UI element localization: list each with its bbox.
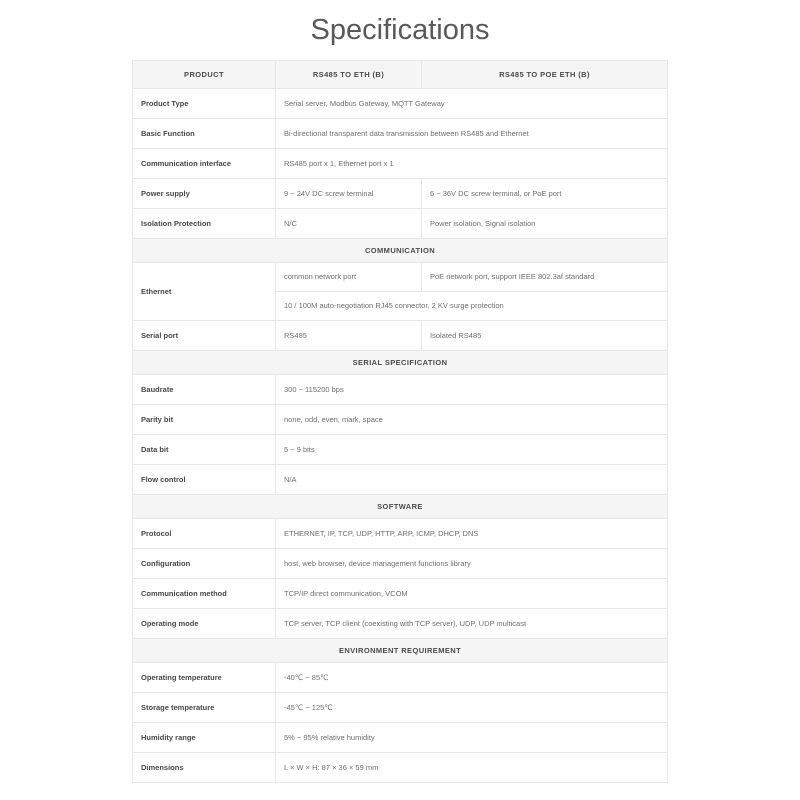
isolation-protection-value-eth: N/C bbox=[276, 209, 422, 239]
serial-port-value-poe: Isolated RS485 bbox=[422, 321, 668, 351]
communication-method-label: Communication method bbox=[133, 579, 276, 609]
protocol-value: ETHERNET, IP, TCP, UDP, HTTP, ARP, ICMP, DHCP, DNS bbox=[276, 519, 668, 549]
power-supply-value-eth: 9 ~ 24V DC screw terminal bbox=[276, 179, 422, 209]
column-header-product: PRODUCT bbox=[133, 61, 276, 89]
communication-interface-value: RS485 port x 1, Ethernet port x 1 bbox=[276, 149, 668, 179]
table-row-storage-temperature bbox=[133, 693, 668, 723]
serial-specification-section-title: SERIAL SPECIFICATION bbox=[133, 351, 668, 375]
operating-temperature-label: Operating temperature bbox=[133, 663, 276, 693]
table-row-flow-control bbox=[133, 465, 668, 495]
table-row-baudrate bbox=[133, 375, 668, 405]
environment-requirement-section-title: ENVIRONMENT REQUIREMENT bbox=[133, 639, 668, 663]
serial-port-value-eth: RS485 bbox=[276, 321, 422, 351]
storage-temperature-value: -45℃ ~ 125℃ bbox=[276, 693, 668, 723]
parity-bit-value: none, odd, even, mark, space bbox=[276, 405, 668, 435]
ethernet-value-shared: 10 / 100M auto-negotiation RJ45 connector, 2 KV surge protection bbox=[276, 292, 668, 321]
dimensions-label: Dimensions bbox=[133, 753, 276, 783]
section-header-software bbox=[133, 495, 668, 519]
communication-interface-label: Communication interface bbox=[133, 149, 276, 179]
table-row-dimensions bbox=[133, 753, 668, 783]
section-header-serial-specification bbox=[133, 351, 668, 375]
configuration-label: Configuration bbox=[133, 549, 276, 579]
table-row-power-supply bbox=[133, 179, 668, 209]
column-header-rs485-to-poe-eth: RS485 TO POE ETH (B) bbox=[422, 61, 668, 89]
table-row-communication-method bbox=[133, 579, 668, 609]
data-bit-value: 5 ~ 9 bits bbox=[276, 435, 668, 465]
humidity-range-label: Humidity range bbox=[133, 723, 276, 753]
dimensions-value: L × W × H: 87 × 36 × 59 mm bbox=[276, 753, 668, 783]
table-row-isolation-protection bbox=[133, 209, 668, 239]
power-supply-value-poe: 6 ~ 36V DC screw terminal, or PoE port bbox=[422, 179, 668, 209]
ethernet-value-poe: PoE network port, support IEEE 802.3af standard bbox=[422, 263, 668, 292]
section-header-communication bbox=[133, 239, 668, 263]
table-row-ethernet bbox=[133, 263, 668, 292]
specifications-table bbox=[132, 60, 668, 783]
table-row-operating-temperature bbox=[133, 663, 668, 693]
configuration-value: host, web browser, device management functions library bbox=[276, 549, 668, 579]
flow-control-label: Flow control bbox=[133, 465, 276, 495]
table-row-data-bit bbox=[133, 435, 668, 465]
basic-function-label: Basic Function bbox=[133, 119, 276, 149]
basic-function-value: Bi-directional transparent data transmission between RS485 and Ethernet bbox=[276, 119, 668, 149]
table-row-parity-bit bbox=[133, 405, 668, 435]
communication-method-value: TCP/IP direct communication, VCOM bbox=[276, 579, 668, 609]
table-row-product-type bbox=[133, 89, 668, 119]
product-type-label: Product Type bbox=[133, 89, 276, 119]
communication-section-title: COMMUNICATION bbox=[133, 239, 668, 263]
table-row-humidity-range bbox=[133, 723, 668, 753]
page-title: Specifications bbox=[310, 14, 490, 46]
operating-temperature-value: -40℃ ~ 85℃ bbox=[276, 663, 668, 693]
isolation-protection-label: Isolation Protection bbox=[133, 209, 276, 239]
power-supply-label: Power supply bbox=[133, 179, 276, 209]
serial-port-label: Serial port bbox=[133, 321, 276, 351]
software-section-title: SOFTWARE bbox=[133, 495, 668, 519]
ethernet-label: Ethernet bbox=[133, 263, 276, 321]
table-row-protocol bbox=[133, 519, 668, 549]
table-row-configuration bbox=[133, 549, 668, 579]
column-header-rs485-to-eth: RS485 TO ETH (B) bbox=[276, 61, 422, 89]
baudrate-label: Baudrate bbox=[133, 375, 276, 405]
parity-bit-label: Parity bit bbox=[133, 405, 276, 435]
storage-temperature-label: Storage temperature bbox=[133, 693, 276, 723]
table-header-row bbox=[133, 61, 668, 89]
ethernet-value-eth: common network port bbox=[276, 263, 422, 292]
isolation-protection-value-poe: Power isolation, Signal isolation bbox=[422, 209, 668, 239]
flow-control-value: N/A bbox=[276, 465, 668, 495]
table-row-operating-mode bbox=[133, 609, 668, 639]
operating-mode-value: TCP server, TCP client (coexisting with TCP server), UDP, UDP multicast bbox=[276, 609, 668, 639]
table-row-communication-interface bbox=[133, 149, 668, 179]
data-bit-label: Data bit bbox=[133, 435, 276, 465]
table-row-basic-function bbox=[133, 119, 668, 149]
table-row-serial-port bbox=[133, 321, 668, 351]
protocol-label: Protocol bbox=[133, 519, 276, 549]
operating-mode-label: Operating mode bbox=[133, 609, 276, 639]
humidity-range-value: 5% ~ 95% relative humidity bbox=[276, 723, 668, 753]
section-header-environment-requirement bbox=[133, 639, 668, 663]
baudrate-value: 300 ~ 115200 bps bbox=[276, 375, 668, 405]
product-type-value: Serial server, Modbus Gateway, MQTT Gateway bbox=[276, 89, 668, 119]
